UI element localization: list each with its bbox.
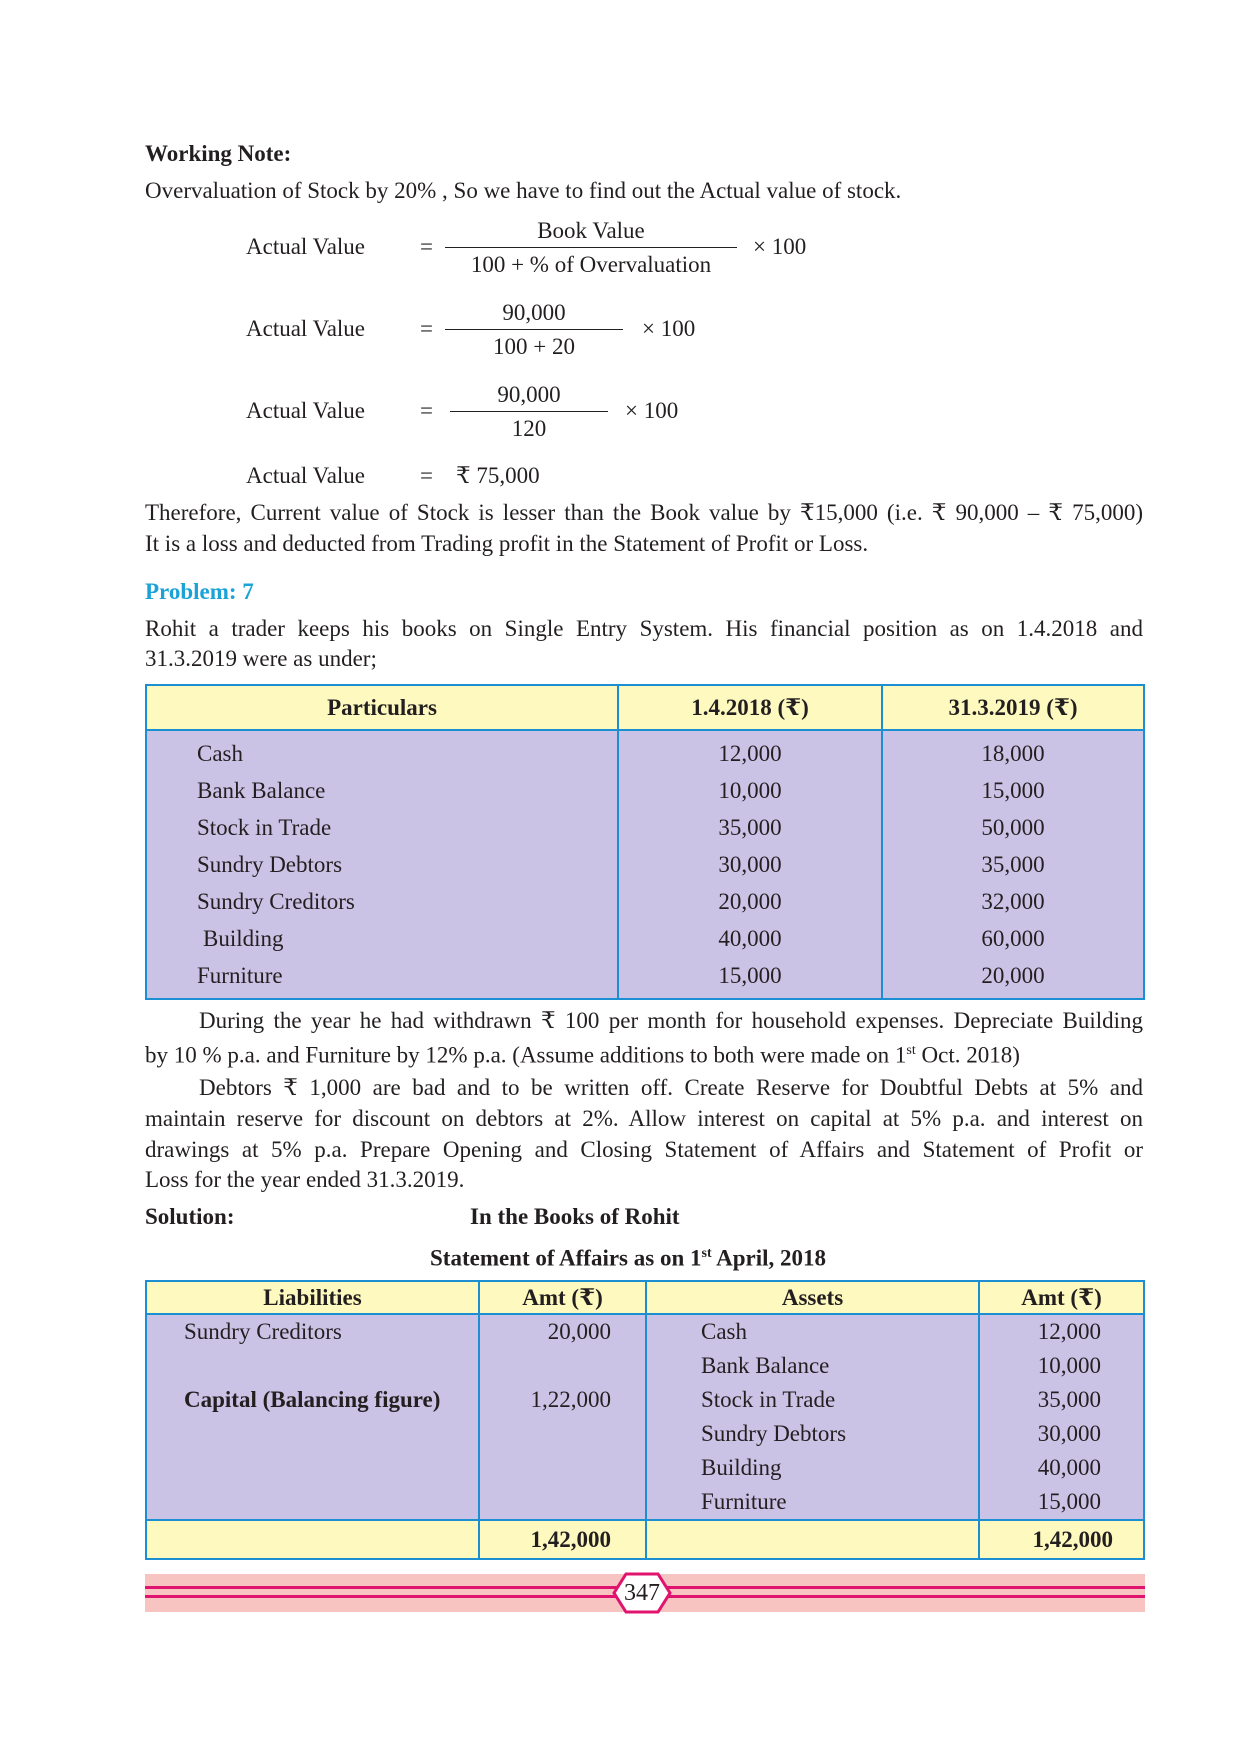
asset-cash: Cash [701, 1319, 747, 1344]
assets-amt-column [979, 1314, 1144, 1520]
header-date-1: 1.4.2018 (₹) [618, 685, 882, 730]
formula4-label: Actual Value [246, 463, 366, 488]
paragraph-2-line-1: Debtors ₹ 1,000 are bad and to be written off. Create Reserve for Doubtful Debts at 5% and [199, 1075, 1143, 1100]
liability-sundry-creditors: Sundry Creditors [184, 1319, 342, 1344]
header-assets: Assets [646, 1281, 979, 1314]
paragraph-1-line-2-end: Oct. 2018) [915, 1042, 1020, 1068]
problem-intro-line-1: Rohit a trader keeps his books on Single Entry System. His financial position as on 1.4.2018 and [145, 616, 1143, 641]
value-2018-building: 40,000 [718, 926, 782, 951]
total-assets: 1,42,000 [979, 1520, 1144, 1559]
page-number: 347 [624, 1580, 660, 1606]
asset-amt-cash: 12,000 [1037, 1319, 1101, 1344]
liabilities-column [146, 1314, 479, 1520]
header-particulars: Particulars [146, 685, 618, 730]
value-2019-debtors: 35,000 [981, 852, 1045, 877]
statement-title-end: April, 2018 [711, 1245, 826, 1271]
formula1-equals: = [420, 234, 433, 259]
liability-capital: Capital (Balancing figure) [184, 1387, 441, 1412]
values-2019-column [882, 730, 1144, 999]
formula2-numerator: 90,000 [502, 300, 566, 325]
value-2019-furniture: 20,000 [981, 963, 1045, 988]
particulars-column [146, 730, 618, 999]
particulars-building: Building [203, 926, 284, 951]
formula2-multiplier: × 100 [642, 316, 696, 341]
financial-position-table [145, 684, 1145, 1000]
formula4-result: ₹ 75,000 [456, 463, 540, 488]
problem-intro-line-2: 31.3.2019 were as under; [145, 646, 377, 671]
formula4-equals: = [420, 463, 433, 488]
asset-stock-in-trade: Stock in Trade [701, 1387, 836, 1412]
formula1-fraction-bar [445, 247, 737, 248]
problem-title: Problem: 7 [145, 579, 254, 604]
formula1-label: Actual Value [246, 234, 366, 259]
value-2018-cash: 12,000 [718, 741, 782, 766]
asset-amt-bank: 10,000 [1037, 1353, 1101, 1378]
particulars-stock-in-trade: Stock in Trade [197, 815, 332, 840]
working-note-intro: Overvaluation of Stock by 20% , So we have to find out the Actual value of stock. [145, 178, 902, 203]
formula2-equals: = [420, 316, 433, 341]
solution-label: Solution: [145, 1204, 235, 1229]
formula3-multiplier: × 100 [625, 398, 679, 423]
value-2018-debtors: 30,000 [718, 852, 782, 877]
paragraph-2-line-2: maintain reserve for discount on debtors at 2%. Allow interest on capital at 5% p.a. and interest on [145, 1106, 1143, 1131]
formula3-numerator: 90,000 [497, 382, 561, 407]
asset-amt-debtors: 30,000 [1037, 1421, 1101, 1446]
header-assets-amt: Amt (₹) [979, 1281, 1144, 1314]
value-2019-cash: 18,000 [981, 741, 1045, 766]
paragraph-1-line-1: During the year he had withdrawn ₹ 100 per month for household expenses. Depreciate Building [199, 1008, 1143, 1033]
particulars-bank-balance: Bank Balance [197, 778, 326, 803]
asset-amt-stock: 35,000 [1037, 1387, 1101, 1412]
liability-blank [184, 1349, 478, 1383]
liability-amt-capital: 1,22,000 [530, 1387, 611, 1412]
asset-sundry-debtors: Sundry Debtors [701, 1421, 847, 1446]
particulars-furniture: Furniture [197, 963, 283, 988]
value-2018-creditors: 20,000 [718, 889, 782, 914]
books-title: In the Books of Rohit [470, 1204, 680, 1229]
particulars-sundry-debtors: Sundry Debtors [197, 852, 343, 877]
formula2-fraction-bar [445, 329, 623, 330]
asset-furniture: Furniture [701, 1489, 787, 1514]
assets-column [646, 1314, 979, 1520]
statement-of-affairs-table [145, 1280, 1145, 1560]
formula3-equals: = [420, 398, 433, 423]
statement-title-text: Statement of Affairs as on 1 [430, 1245, 702, 1271]
formula2-label: Actual Value [246, 316, 366, 341]
asset-amt-building: 40,000 [1037, 1455, 1101, 1480]
values-2018-column [618, 730, 882, 999]
header-liabilities-amt: Amt (₹) [479, 1281, 646, 1314]
formula1-denominator: 100 + % of Overvaluation [470, 252, 712, 277]
particulars-cash: Cash [197, 741, 243, 766]
formula3-fraction-bar [450, 411, 608, 412]
formula3-denominator: 120 [511, 416, 547, 441]
value-2018-stock: 35,000 [718, 815, 782, 840]
paragraph-1-superscript: st [906, 1043, 916, 1058]
paragraph-2-line-4: Loss for the year ended 31.3.2019. [145, 1167, 465, 1192]
formula1-numerator: Book Value [537, 218, 645, 243]
formula3-label: Actual Value [246, 398, 366, 423]
liability-amt-blank [480, 1349, 611, 1383]
working-note-heading: Working Note: [145, 141, 292, 166]
header-date-2: 31.3.2019 (₹) [882, 685, 1144, 730]
value-2019-stock: 50,000 [981, 815, 1045, 840]
paragraph-1-line-2 [145, 1036, 1020, 1071]
total-liabilities: 1,42,000 [479, 1520, 646, 1559]
liability-amt-creditors: 20,000 [547, 1319, 611, 1344]
formula1-multiplier: × 100 [753, 234, 807, 259]
asset-building: Building [701, 1455, 782, 1480]
total-blank-right [646, 1520, 979, 1559]
statement-title-superscript: st [701, 1246, 712, 1261]
total-blank-left [146, 1520, 479, 1559]
asset-amt-furniture: 15,000 [1037, 1489, 1101, 1514]
header-liabilities: Liabilities [146, 1281, 479, 1314]
paragraph-1-line-2-text: by 10 % p.a. and Furniture by 12% p.a. (Assume additions to both were made on 1 [145, 1042, 907, 1068]
value-2018-furniture: 15,000 [718, 963, 782, 988]
formula2-denominator: 100 + 20 [493, 334, 575, 359]
statement-title [430, 1239, 826, 1274]
particulars-sundry-creditors: Sundry Creditors [197, 889, 355, 914]
paragraph-2-line-3: drawings at 5% p.a. Prepare Opening and Closing Statement of Affairs and Statement of Profit or [145, 1137, 1143, 1162]
value-2019-creditors: 32,000 [981, 889, 1045, 914]
asset-bank-balance: Bank Balance [701, 1353, 830, 1378]
liabilities-amt-column [479, 1314, 646, 1520]
value-2019-bank: 15,000 [981, 778, 1045, 803]
conclusion-line-1: Therefore, Current value of Stock is lesser than the Book value by ₹15,000 (i.e. ₹ 90,000 – ₹ 75,000) [145, 500, 1143, 525]
value-2019-building: 60,000 [981, 926, 1045, 951]
conclusion-line-2: It is a loss and deducted from Trading profit in the Statement of Profit or Loss. [145, 531, 869, 556]
value-2018-bank: 10,000 [718, 778, 782, 803]
